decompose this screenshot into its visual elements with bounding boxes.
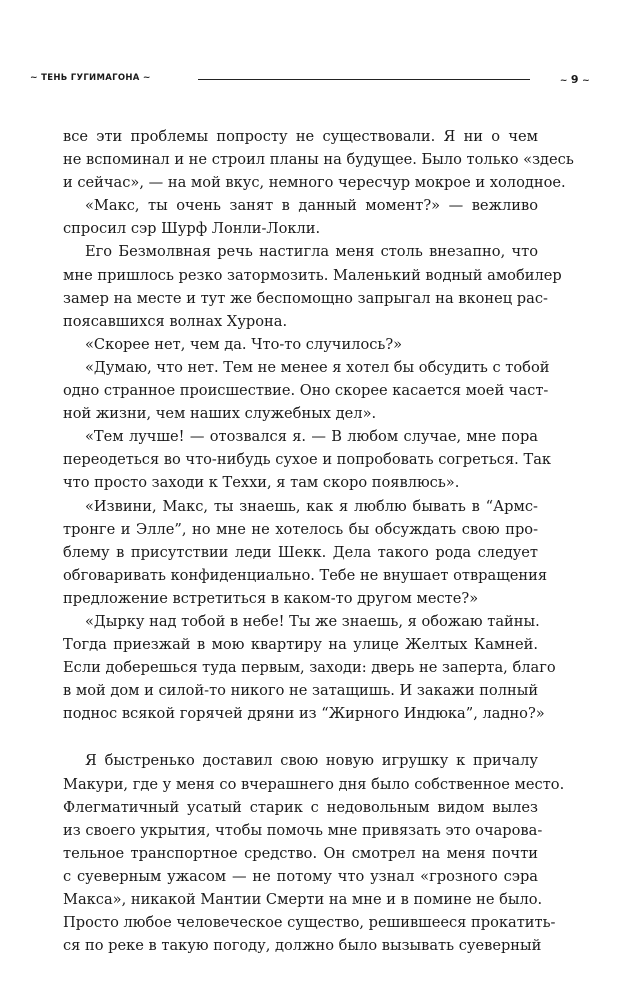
text-line: Тогда приезжай в мою квартиру на улице Желтых Камней. bbox=[63, 636, 538, 654]
text-line: Флегматичный усатый старик с недовольным видом вылез bbox=[63, 798, 538, 816]
ornament-right-icon: ~ bbox=[142, 73, 151, 83]
text-line: ной жизни, чем наших служебных дел». bbox=[63, 405, 377, 423]
text-line: Макса», никакой Мантии Смерти на мне и в помине не было. bbox=[63, 891, 543, 908]
text-line: что просто заходи к Теххи, я там скоро появлюсь». bbox=[63, 474, 460, 492]
section-break bbox=[63, 725, 538, 749]
page-number-block bbox=[560, 73, 590, 86]
text-line: из своего укрытия, чтобы помочь мне привязать это очарова- bbox=[63, 821, 543, 839]
text-line: Если доберешься туда первым, заходи: дверь не заперта, благо bbox=[63, 659, 556, 677]
text-line: блему в присутствии леди Шекк. Дела такого рода следует bbox=[63, 543, 538, 561]
book-title: ТЕНЬ ГУГИМАГОНА bbox=[41, 73, 140, 83]
text-line: Его Безмолвная речь настигла меня столь внезапно, что bbox=[85, 243, 538, 261]
running-header bbox=[30, 71, 590, 87]
running-title bbox=[30, 73, 151, 83]
text-line: обговаривать конфиденциально. Тебе не внушает отвращения bbox=[63, 566, 548, 584]
text-line: мне пришлось резко затормозить. Маленький водный амобилер bbox=[63, 266, 562, 284]
page-number: 9 bbox=[570, 73, 579, 86]
text-line: «Извини, Макс, ты знаешь, как я люблю бывать в “Армс- bbox=[85, 497, 538, 515]
text-line: переодеться во что-нибудь сухое и попробовать согреться. Так bbox=[63, 451, 552, 469]
text-line: все эти проблемы попросту не существовали. Я ни о чем bbox=[63, 128, 538, 145]
text-line: с суеверным ужасом — не потому что узнал «грозного сэра bbox=[63, 867, 538, 885]
ornament-left-icon: ~ bbox=[30, 73, 38, 83]
text-line: ся по реке в такую погоду, должно было вызывать суеверный bbox=[63, 937, 542, 955]
text-line: замер на месте и тут же беспомощно запрыгал на вконец рас- bbox=[63, 289, 548, 307]
text-line: Я быстренько доставил свою новую игрушку к причалу bbox=[85, 752, 538, 770]
text-line: «Думаю, что нет. Тем не менее я хотел бы обсудить с тобой bbox=[85, 358, 550, 376]
text-line: и сейчас», — на мой вкус, немного чересчур мокрое и холодное. bbox=[63, 174, 566, 192]
text-line: не вспоминал и не строил планы на будущее. Было только «здесь bbox=[63, 151, 574, 169]
ornament-left-icon: ~ bbox=[559, 76, 568, 86]
text-line: «Макс, ты очень занят в данный момент?» — вежливо bbox=[85, 197, 538, 215]
text-line: «Дырку над тобой в небе! Ты же знаешь, я обожаю тайны. bbox=[85, 612, 540, 630]
text-line: «Тем лучше! — отозвался я. — В любом случае, мне пора bbox=[85, 428, 538, 446]
text-line: «Скорее нет, чем да. Что-то случилось?» bbox=[85, 335, 403, 353]
text-line: поднос всякой горячей дряни из “Жирного Индюка”, ладно?» bbox=[63, 705, 545, 723]
text-line: Просто любое человеческое существо, решившееся прокатить- bbox=[63, 914, 556, 932]
text-line: поясавшихся волнах Хурона. bbox=[63, 312, 288, 330]
page-body bbox=[63, 125, 574, 957]
text-line: в мой дом и силой-то никого не затащишь. И закажи полный bbox=[63, 682, 539, 700]
header-rule bbox=[198, 79, 530, 80]
ornament-right-icon: ~ bbox=[582, 76, 590, 86]
text-line: тельное транспортное средство. Он смотрел на меня почти bbox=[63, 844, 538, 862]
text-line: предложение встретиться в каком-то другом месте?» bbox=[63, 589, 479, 607]
text-line: спросил сэр Шурф Лонли-Локли. bbox=[63, 220, 321, 238]
text-line: тронге и Элле”, но мне не хотелось бы обсуждать свою про- bbox=[63, 520, 538, 538]
text-line: одно странное происшествие. Оно скорее касается моей част- bbox=[63, 382, 549, 400]
text-line: Макури, где у меня со вчерашнего дня было собственное место. bbox=[63, 775, 565, 793]
